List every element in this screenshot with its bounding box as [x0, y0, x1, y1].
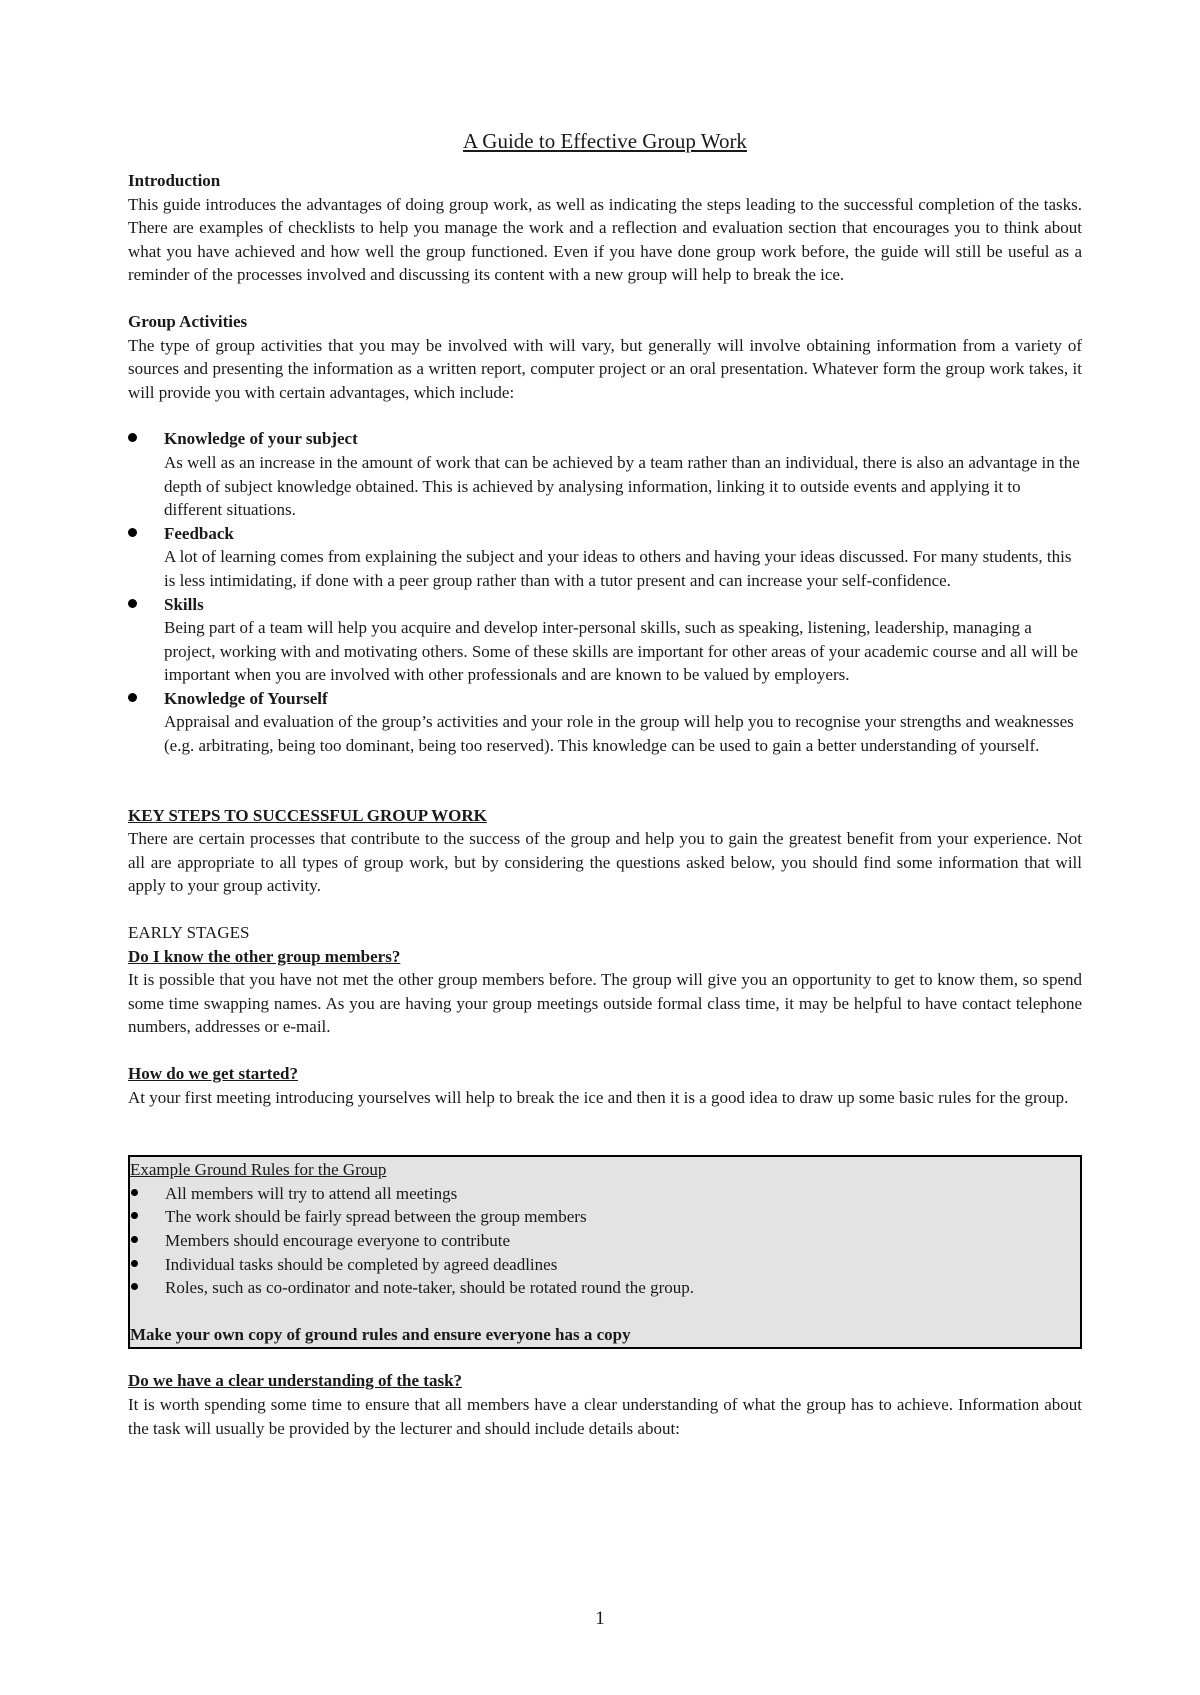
key-steps-text: There are certain processes that contribute to the success of the group and help you to gain the greatest benefit from your experience. Not all are appropriate to all types of group work, but by considering the questions asked below, you should find some information that will apply to your group activity. — [128, 829, 1082, 896]
bullet-icon — [131, 1283, 138, 1290]
list-item — [128, 522, 1082, 593]
advantage-text: A lot of learning comes from explaining the subject and your ideas to others and having your ideas discussed. For many students, this is less intimidating, if done with a peer group rather than with a tutor present and can increase your self-confidence. — [164, 547, 1072, 590]
advantage-title: Knowledge of Yourself — [164, 688, 328, 708]
introduction-heading: Introduction — [128, 171, 221, 190]
ground-rules-footer: Make your own copy of ground rules and ensure everyone has a copy — [130, 1324, 631, 1344]
list-item — [128, 427, 1082, 521]
task-understanding-text: It is worth spending some time to ensure that all members have a clear understanding of what the group has to achieve. Information about the task will usually be provided by the lecturer and should include details about: — [128, 1394, 1082, 1438]
question-text: At your first meeting introducing yourselves will help to break the ice and then it is a good idea to draw up some basic rules for the group. — [128, 1087, 1069, 1107]
page-content — [128, 128, 1082, 1440]
advantages-list — [128, 427, 1082, 757]
list-item — [130, 1182, 1079, 1206]
advantage-text: Appraisal and evaluation of the group’s activities and your role in the group will help you to recognise your strengths and weaknesses (e.g. arbitrating, being too dominant, being too reserved). This knowledge can be used to gain a better understanding of yourself. — [164, 712, 1074, 756]
page-number: 1 — [595, 1608, 605, 1629]
ground-rules-list — [130, 1182, 1079, 1300]
bullet-icon — [128, 599, 137, 608]
group-activities-heading: Group Activities — [128, 311, 248, 331]
bullet-icon — [131, 1189, 138, 1196]
group-activities-text: The type of group activities that you may be involved with will vary, but generally will involve obtaining information from a variety of sources and presenting the information as a written report, computer project or an oral presentation. Whatever form the group work takes, it will provide you with certain advantages, which include: — [128, 335, 1082, 402]
advantage-text: Being part of a team will help you acquire and develop inter-personal skills, such as speaking, listening, leadership, managing a project, working with and motivating others. Some of these skills are important for other areas of your academic course and all will be important when you are involved with other professionals and are known to be valued by employers. — [164, 618, 1078, 685]
bullet-icon — [128, 528, 137, 537]
list-item — [130, 1205, 1079, 1229]
bullet-icon — [128, 433, 137, 442]
bullet-icon — [131, 1236, 138, 1243]
rule-text: Individual tasks should be completed by agreed deadlines — [165, 1254, 558, 1274]
list-item — [128, 593, 1082, 687]
introduction-text: This guide introduces the advantages of doing group work, as well as indicating the steps leading to the successful completion of the tasks. There are examples of checklists to help you manage the work and a reflection and evaluation section that encourages you to think about what you have achieved and how well the group functioned. Even if you have done group work before, the guide will still be useful as a reminder of the processes involved and discussing its content with a new group will help to break the ice. — [128, 194, 1082, 285]
ground-rules-box — [128, 1155, 1082, 1349]
document-title: A Guide to Effective Group Work — [463, 129, 747, 153]
advantage-title: Skills — [164, 594, 204, 614]
list-item — [130, 1229, 1079, 1253]
rule-text: The work should be fairly spread between the group members — [165, 1207, 587, 1227]
early-stages-heading: EARLY STAGES — [128, 923, 250, 943]
rule-text: All members will try to attend all meetings — [165, 1183, 458, 1203]
list-item — [128, 687, 1082, 758]
bullet-icon — [128, 693, 137, 702]
key-steps-heading: KEY STEPS TO SUCCESSFUL GROUP WORK — [128, 805, 487, 825]
advantage-title: Feedback — [164, 523, 234, 543]
rule-text: Members should encourage everyone to contribute — [165, 1230, 511, 1250]
bullet-icon — [131, 1260, 138, 1267]
question-heading: Do I know the other group members? — [128, 946, 401, 966]
bullet-icon — [131, 1212, 138, 1219]
task-understanding-heading: Do we have a clear understanding of the task? — [128, 1371, 463, 1391]
rule-text: Roles, such as co-ordinator and note-taker, should be rotated round the group. — [165, 1278, 695, 1298]
question-heading: How do we get started? — [128, 1064, 298, 1083]
list-item — [130, 1253, 1079, 1277]
question-text: It is possible that you have not met the other group members before. The group will give you an opportunity to get to know them, so spend some time swapping names. As you are having your group meetings outside formal class time, it may be helpful to have contact telephone numbers, addresses or e-mail. — [128, 970, 1082, 1037]
ground-rules-title: Example Ground Rules for the Group — [130, 1160, 387, 1180]
advantage-title: Knowledge of your subject — [164, 429, 358, 449]
advantage-text: As well as an increase in the amount of work that can be achieved by a team rather than an individual, there is also an advantage in the depth of subject knowledge obtained. This is achieved by analysing information, linking it to outside events and applying it to different situations. — [164, 452, 1080, 520]
list-item — [130, 1276, 1079, 1300]
